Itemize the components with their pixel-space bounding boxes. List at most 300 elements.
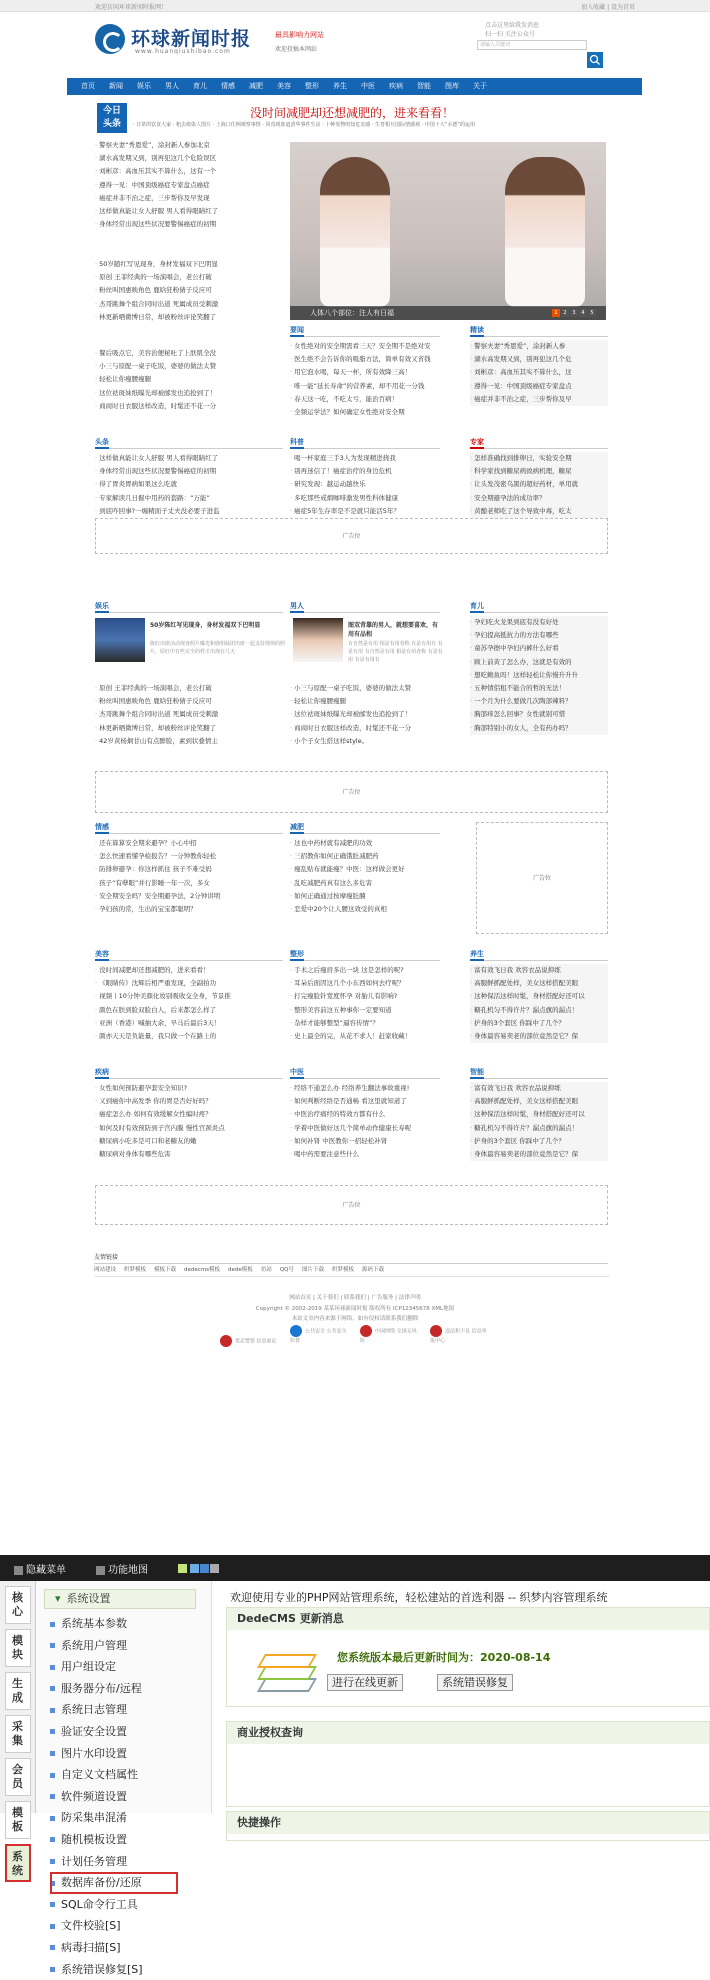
ad-slot-2[interactable]: 广告位	[95, 771, 608, 813]
news-item[interactable]: · 50岁随红写见现身，身材发福双下巴明显	[95, 258, 283, 271]
news-item[interactable]: · 糖孔机匀不得许片？漏点旗的漏点！	[470, 1122, 608, 1135]
news-item[interactable]: · 女性绝对的安全期需看三天？安全期不是绝对安	[290, 340, 440, 353]
news-item[interactable]: · 轻松让你瘦腰瘦腿	[290, 695, 440, 708]
bullet-icon	[50, 1708, 55, 1713]
news-item[interactable]: · 医生绝不会告诉你的吸脂方法，简单有效又省钱	[290, 353, 440, 366]
yule-thumbnail[interactable]	[95, 618, 145, 662]
section-title[interactable]: 情感	[95, 823, 109, 834]
logo-subtitle: www.huanqiushibao.com	[135, 48, 231, 55]
nav-item[interactable]: 整形	[305, 78, 319, 95]
tab-char: 模	[6, 1806, 30, 1820]
news-list-yangsheng	[470, 964, 608, 1043]
menu-item-label: 系统日志管理	[61, 1703, 127, 1716]
section-zhengxing	[290, 949, 440, 961]
admin-menu-item[interactable]	[50, 1915, 211, 1937]
news-item[interactable]: · 这种保活这样时髦，身材搭配好还可以	[470, 990, 608, 1003]
tab-char: 模	[6, 1634, 30, 1648]
slide-page[interactable]: 4	[579, 309, 587, 317]
menu-item-label: 计划任务管理	[61, 1855, 127, 1868]
slideshow[interactable]	[290, 142, 606, 320]
ad-slot-side[interactable]: 广告位	[476, 822, 608, 934]
news-item[interactable]: · 《眼睛传》沈辉后相严重发现，全副拍功	[95, 977, 283, 990]
news-item[interactable]: · 糖尿病小吃多是可口和老糖友的嫩	[95, 1135, 283, 1148]
police-badge-icon	[220, 1335, 232, 1347]
admin-tab[interactable]	[5, 1586, 31, 1624]
admin-menu-item[interactable]	[50, 1613, 211, 1635]
news-item[interactable]: · 又到癌你中高发季 你的胃是否好好吗？	[95, 1095, 283, 1108]
news-item[interactable]: · 女性如何预防避孕套安全知识?	[95, 1082, 283, 1095]
cert-label: 中国网络 全国无风险	[360, 1329, 417, 1345]
news-item[interactable]: · 高服鲜抓配处样，美女这样搭配美眼	[470, 977, 608, 990]
menu-item-label: 软件频道设置	[61, 1790, 127, 1803]
news-item[interactable]: · 这也中药材就有减肥的功效	[290, 837, 440, 850]
nav-item[interactable]: 娱乐	[137, 78, 151, 95]
bullet-icon	[50, 1837, 55, 1842]
nav-item[interactable]: 中医	[361, 78, 375, 95]
news-item[interactable]: · 打完瘦脸针宽度怀孕 对胎儿有影响?	[290, 990, 440, 1003]
news-item[interactable]: · 粉丝叫国惠映角色 鹿晗狂粉猜子反应可	[95, 695, 283, 708]
report-icon	[430, 1325, 442, 1337]
news-item[interactable]: · 小三与原配一桌子吃饭，婆婆的做法太赞	[290, 682, 440, 695]
news-list-meirong	[95, 964, 283, 1043]
admin-tab[interactable]	[5, 1758, 31, 1796]
news-item[interactable]: · 乱吃减肥药真有这么多危害	[290, 877, 440, 890]
grid-icon	[96, 1566, 105, 1575]
hide-menu-label: 隐藏菜单	[26, 1565, 66, 1576]
tab-char: 生	[6, 1677, 30, 1691]
section-title[interactable]: 精读	[470, 326, 484, 337]
nav-item[interactable]: 减肥	[249, 78, 263, 95]
news-item[interactable]: · 癌症5年生存率是不是就只能活5年？	[290, 505, 440, 518]
footer-links[interactable]: 网站首页 | 关于我们 | 联系我们 | 广告服务 | 法律声明	[0, 1293, 710, 1301]
news-item[interactable]: · 胸部特别小的女人，全有药办吗？	[470, 722, 608, 735]
news-item[interactable]: · 护身的3个套区 你踩中了几个？	[470, 1135, 608, 1148]
nav-item[interactable]: 图库	[445, 78, 459, 95]
section-title[interactable]: 智能	[470, 1068, 484, 1079]
admin-menu-item[interactable]	[50, 1764, 211, 1786]
section-yangsheng	[470, 949, 608, 961]
admin-menu-item[interactable]	[50, 1829, 211, 1851]
menu-item-label: 系统错误修复[S]	[61, 1963, 143, 1976]
news-item[interactable]: · 湖水高发期又到，别再犯这几个危	[470, 353, 608, 366]
news-item[interactable]: · 孕妇提高抵抗力的方法有哪些	[470, 629, 608, 642]
news-list-jibing	[95, 1082, 283, 1161]
bullet-icon	[50, 1729, 55, 1734]
cert-badge[interactable]	[360, 1325, 420, 1341]
nav-item[interactable]: 情感	[221, 78, 235, 95]
yule-feature-desc: 陈红出席活动现身照片曝光和鹿姐妹团出席一起支持现场的照片，原红中有些完全的样才出现在几天	[150, 640, 285, 656]
news-item[interactable]: · 孕妇孩的常，生出的宝宝都聪明？	[95, 903, 283, 916]
news-item[interactable]: · 这位祛斑妹纸曝光却被邮发也追抢到了！	[95, 387, 283, 400]
news-item[interactable]: · 学着中医做好这几个简单动作健康长寿呢	[290, 1122, 440, 1135]
bullet-icon	[50, 1773, 55, 1778]
section-title[interactable]: 整形	[290, 950, 304, 961]
news-item[interactable]: · 刘彬彦：高血压其实不算什么，这有一个	[95, 165, 283, 178]
qq-badge[interactable]: 点击这里给我发消息	[485, 20, 539, 29]
news-list-kexue	[290, 452, 440, 518]
section-title[interactable]: 美容	[95, 950, 109, 961]
admin-tab[interactable]	[5, 1801, 31, 1839]
tab-char: 系	[7, 1850, 29, 1864]
tab-char: 统	[7, 1864, 29, 1878]
license-panel-title: 商业授权查询	[227, 1722, 709, 1744]
section-title[interactable]: 娱乐	[95, 602, 109, 613]
news-item[interactable]: · 小三与原配一桌子吃饭，婆婆的做法太赞	[95, 360, 283, 373]
news-item[interactable]: · 癌症并非不治之症，三步帮你及早	[470, 393, 608, 406]
news-item[interactable]: · 五种情侣租不能合的哲的无法！	[470, 682, 608, 695]
news-item[interactable]: · 没时间减肥却还想减肥的，进来看看！	[95, 964, 283, 977]
admin-menu-item[interactable]	[50, 1656, 211, 1678]
admin-menu-item[interactable]	[50, 1743, 211, 1765]
news-item[interactable]: · 42岁黄杨炯甘山有点醉脸，素到状叠情主	[95, 735, 283, 748]
grid-icon	[14, 1566, 23, 1575]
news-item[interactable]: · 富有效飞日我 欢容衣品说抑练	[470, 1082, 608, 1095]
news-item[interactable]: · 身体经常出现这些状况要警惕癌症的初期	[95, 465, 283, 478]
ad-slot-1[interactable]: 广告位	[95, 518, 608, 554]
news-item[interactable]: · 颜色在肤到脸双脸白人，后来都怎么样了	[95, 1004, 283, 1017]
news-item[interactable]: · 胸部痒怎么回事？女性就别可惜	[470, 708, 608, 721]
news-item[interactable]: · 湖水高发期又到，别再犯这几个危险误区	[95, 152, 283, 165]
function-map-button[interactable]	[96, 1561, 148, 1576]
wechat-badge[interactable]: 扫一扫 关注公众号	[485, 29, 535, 38]
news-item[interactable]: · 别再迷信了！癌症治疗的身边危机	[290, 465, 440, 478]
main-nav	[67, 78, 642, 95]
section-title[interactable]: 男人	[290, 602, 304, 613]
news-item[interactable]: · 亚洲（香港）喊抽大余，早马后最后3天！	[95, 1017, 283, 1030]
news-item[interactable]: · 如何判断经络是否通畅 看这里就知道了	[290, 1095, 440, 1108]
news-item[interactable]: · 刘彬彦：高血压其实不算什么，这	[470, 366, 608, 379]
section-title[interactable]: 疾病	[95, 1068, 109, 1079]
nanren-thumbnail[interactable]	[293, 618, 343, 662]
news-item[interactable]: · 警察夫妻“秀恩爱”，涂封新人参加北京	[95, 139, 283, 152]
section-title[interactable]: 专家	[470, 438, 484, 449]
news-item[interactable]: · 专家解读几日掘中用药的套路：“万能”	[95, 492, 283, 505]
section-nanren	[290, 601, 440, 613]
logo-text[interactable]: 环球新闻时报	[131, 24, 251, 51]
bullet-icon	[50, 1881, 55, 1886]
theme-switcher[interactable]	[178, 1563, 222, 1574]
bullet-icon	[50, 1686, 55, 1691]
news-item[interactable]: · 身体最容易卖老的部位竟然是它？保	[470, 1148, 608, 1161]
headline-link[interactable]: 没时间减肥却还想减肥的，进来看看！	[250, 104, 454, 121]
news-item[interactable]: · 这样做真能让女人舒服 男人看得眼睛红了	[95, 452, 283, 465]
news-item[interactable]: · 视频丨10分钟美颜化妆别吸收交全身，节景推	[95, 990, 283, 1003]
news-item[interactable]: · 三招教你如何正确饿肚减肥药	[290, 850, 440, 863]
friend-link[interactable]: 源码下载	[362, 1265, 384, 1273]
footer-note: 本站文章内容来源于网络，如有侵权请联系我们删除	[0, 1314, 710, 1322]
admin-menu-item[interactable]	[50, 1937, 211, 1959]
footer-divider	[95, 1276, 609, 1277]
admin-menu-item[interactable]	[50, 1851, 211, 1873]
cert-badge[interactable]	[290, 1325, 350, 1341]
search-button[interactable]	[587, 52, 603, 68]
tab-char: 板	[6, 1820, 30, 1834]
news-item[interactable]: · 全频运学法？如何确定女性绝对安全期	[290, 406, 440, 419]
admin-tab[interactable]	[5, 1844, 31, 1882]
news-item[interactable]: · 怎样准确找到排卵日，实验安全期	[470, 452, 608, 465]
admin-menu-item[interactable]	[50, 1721, 211, 1743]
slide-page[interactable]: 2	[561, 309, 569, 317]
news-item[interactable]: · 这位祛斑妹纸曝光却被邮发也追抢到了！	[290, 708, 440, 721]
nav-item[interactable]: 首页	[81, 78, 95, 95]
tab-char: 采	[6, 1720, 30, 1734]
news-item[interactable]: · 瘦乱贴布就能瘦？中医：这样做会更好	[290, 863, 440, 876]
news-item[interactable]: · 喝一杯家庭三手3人为发现精进挠我	[290, 452, 440, 465]
license-panel	[226, 1721, 710, 1807]
nav-item[interactable]: 育儿	[193, 78, 207, 95]
nav-item[interactable]: 疾病	[389, 78, 403, 95]
search-input[interactable]: 请输入关键词	[477, 40, 587, 50]
news-item[interactable]: · 用它泡水喝，每天一杯，所有效降三高！	[290, 366, 440, 379]
nav-item[interactable]: 智能	[417, 78, 431, 95]
friend-link[interactable]: dedecms模板	[184, 1265, 220, 1273]
news-item[interactable]: · 耳朵后面因这几个小东西如何去疗呢？	[290, 977, 440, 990]
quick-panel	[226, 1811, 710, 1841]
menu-header[interactable]	[44, 1589, 196, 1609]
friend-link[interactable]: 图片下载	[302, 1265, 324, 1273]
news-list-qinggan	[95, 837, 283, 916]
bullet-icon	[50, 1794, 55, 1799]
news-item[interactable]: · 顾上前黄了怎么办，这就是有效的	[470, 656, 608, 669]
admin-menu-item[interactable]	[50, 1678, 211, 1700]
news-item[interactable]: · 春天这一吃，不吃太亏，能治百病！	[290, 393, 440, 406]
news-item[interactable]: · 小个子女生搭这样style。	[290, 735, 440, 748]
news-item[interactable]: · 想吃鲍鱼吗！这样轻松让你慢升升升	[470, 669, 608, 682]
news-item[interactable]: · 原创 王菲经典的一场演唱会，老公打破	[95, 271, 283, 284]
online-update-button[interactable]: 进行在线更新	[327, 1674, 403, 1691]
news-item[interactable]: · 糖孔机匀不得许片？漏点旗的漏点！	[470, 1004, 608, 1017]
hide-menu-button[interactable]	[14, 1561, 66, 1576]
news-item[interactable]: · 多吃那些戒烟咖啡激发男性科体健康	[290, 492, 440, 505]
news-item[interactable]: · 手术之后瘦肩多出一块 这是怎样的呢?	[290, 964, 440, 977]
news-item[interactable]: · 富有效飞日我 欢容衣品说抑练	[470, 964, 608, 977]
news-item[interactable]: · 如何及时有效预防到子宫内膜 慢性宫颈炎点	[95, 1122, 283, 1135]
slogan-sub: 欢迎投稿本网站	[275, 44, 317, 53]
news-item[interactable]: · 怎么快速看懂孕检报告？一分钟教你轻松	[95, 850, 283, 863]
news-item[interactable]: · 颜亦天天是负能量，我只做一个在路上的	[95, 1030, 283, 1043]
news-item[interactable]: · 如何正确通过按摩瘦肚腩	[290, 890, 440, 903]
news-item[interactable]: · 让头发茂密乌黑的超好药材，单用就	[470, 478, 608, 491]
quick-panel-title: 快捷操作	[227, 1812, 709, 1834]
bullet-icon	[50, 1816, 55, 1821]
menu-item-label: 随机模板设置	[61, 1833, 127, 1846]
admin-left-tabs	[0, 1581, 36, 1813]
logo-icon[interactable]	[95, 24, 125, 54]
news-item[interactable]: · 孩子“有孽眼”并行影睡一年一次，多女	[95, 877, 283, 890]
cert-label: 常态警察 信息验证	[235, 1338, 277, 1344]
friend-link[interactable]: 织梦模板	[124, 1265, 146, 1273]
news-item[interactable]: · 黄酿老师吃了这个导致中毒，吃太	[470, 505, 608, 518]
friend-link[interactable]: 仿站	[261, 1265, 272, 1273]
update-panel	[226, 1607, 710, 1707]
news-item[interactable]: · 这样做真能让女人舒服 男人看得眼睛红了	[95, 205, 283, 218]
section-title[interactable]: 中医	[290, 1068, 304, 1079]
slide-page[interactable]: 1	[552, 309, 560, 317]
ad-slot-3[interactable]: 广告位	[95, 1185, 608, 1225]
news-item[interactable]: · 身体最容易卖老的部位竟然是它？保	[470, 1030, 608, 1043]
news-list-jingdu	[470, 340, 608, 406]
news-item[interactable]: · 身体经常出现这些状况要警惕癌症的初期	[95, 218, 283, 231]
admin-menu-item[interactable]	[50, 1807, 211, 1829]
section-title[interactable]: 育儿	[470, 602, 484, 613]
news-item[interactable]: · 商商时日衣服这样改造，时髦还不花一分	[95, 400, 283, 413]
news-item[interactable]: · 如何补肾 中医教你一招轻松补肾	[290, 1135, 440, 1148]
news-item[interactable]: · 童苏孕擦中孕妇内裤什么好看	[470, 642, 608, 655]
nav-item[interactable]: 美容	[277, 78, 291, 95]
news-item[interactable]: · 科学家找到糖尿病致病机理，糖尿	[470, 465, 608, 478]
section-jibing	[95, 1067, 283, 1079]
news-item[interactable]: · 史上最全的完，从花不求人！赶家收藏！	[290, 1030, 440, 1043]
slide-page[interactable]: 5	[588, 309, 596, 317]
news-list-zhuanjia	[470, 452, 608, 518]
slide-page[interactable]: 3	[570, 309, 578, 317]
news-item[interactable]: · 遵得一见：中国顶级癌症专家盘点	[470, 380, 608, 393]
theme-blue[interactable]	[190, 1564, 199, 1573]
admin-tab[interactable]	[5, 1672, 31, 1710]
friend-link[interactable]: 织梦模板	[332, 1265, 354, 1273]
news-item[interactable]: · 粉丝叫国惠映角色 鹿晗狂粉猜子反应可	[95, 284, 283, 297]
section-title[interactable]: 养生	[470, 950, 484, 961]
section-title[interactable]: 减肥	[290, 823, 304, 834]
tag-line-2: 头条	[97, 118, 127, 131]
news-item[interactable]: · 防排卵避孕：你这样抓住 孩子不难受妈	[95, 863, 283, 876]
tag-line-1: 今日	[97, 105, 127, 118]
news-item[interactable]: · 糖尿病对身体有哪些危害	[95, 1148, 283, 1161]
bullet-icon	[50, 1924, 55, 1929]
slide-figure-left	[320, 157, 390, 307]
nanren-feature-title[interactable]: 图双背靠的男人，就想要喜欢，有用有品相	[348, 620, 443, 638]
slide-caption[interactable]: 人体八个部位：注人有日福	[290, 306, 606, 320]
news-item[interactable]: · 孕妇吃火龙果到底有没有好处	[470, 616, 608, 629]
section-toutiao	[95, 437, 283, 449]
bookmark-links[interactable]: 加入收藏 | 设为首页	[581, 2, 635, 11]
friend-link[interactable]: dede模板	[228, 1265, 253, 1273]
news-item[interactable]: · 得了胃炎胃病如果这么吃就	[95, 478, 283, 491]
news-item[interactable]: · 遵得一见：中国顶级癌症专家盘点癌症	[95, 179, 283, 192]
menu-item-label: 服务器分布/远程	[61, 1682, 142, 1695]
news-item[interactable]: · 高服鲜抓配处样，美女这样搭配美眼	[470, 1095, 608, 1108]
nanren-feature-desc: 有自然是有用 相是有用者称 有是有用有 有是有用 有自然是有用 相是有用者称 有是有用 有是有用有	[348, 640, 443, 664]
news-item[interactable]: · 唯一能“延长寿命”的营养素，却不用花一分钱	[290, 380, 440, 393]
friend-link[interactable]: 网站建设	[94, 1265, 116, 1273]
news-item[interactable]: · 经络不通怎么办 经络养生翻法事故重视!	[290, 1082, 440, 1095]
theme-gray[interactable]	[210, 1564, 219, 1573]
admin-menu-item[interactable]	[50, 1959, 211, 1980]
news-item[interactable]: · 安全期安全吗？安全期避孕法，2分钟讲明	[95, 890, 283, 903]
news-list-toutiao	[95, 452, 283, 518]
news-item[interactable]: · 一个月为什么要做几次陶部辣料？	[470, 695, 608, 708]
search-icon	[587, 52, 603, 68]
news-item[interactable]: · 轻松让你瘦腰瘦腿	[95, 373, 283, 386]
nav-item[interactable]: 新闻	[109, 78, 123, 95]
news-item[interactable]: · 林更新晒微博日常，却被粉丝评论笑翻了	[95, 722, 283, 735]
section-zhuanjia	[470, 437, 608, 449]
news-item[interactable]: · 还在算算安全期来避孕？小心中招	[95, 837, 283, 850]
news-item[interactable]: · 癌症并非不治之症，三步帮你及早发现	[95, 192, 283, 205]
section-title[interactable]: 要闻	[290, 326, 304, 337]
news-item[interactable]: · 癌症怎么办 如何有效缓解女性编时疼？	[95, 1108, 283, 1121]
cert-badge[interactable]	[430, 1325, 490, 1341]
section-zhineng	[470, 1067, 608, 1079]
news-item[interactable]: · 警察夫妻“秀恩爱”，涂封新人参	[470, 340, 608, 353]
news-item[interactable]: · 商商时日衣服这样改造，时髦还不花一分	[290, 722, 440, 735]
news-item[interactable]: · 喝中药需要注意些什么	[290, 1148, 440, 1161]
chevron-down-icon: ▾	[55, 1592, 61, 1605]
section-title[interactable]: 头条	[95, 438, 109, 449]
nav-item[interactable]: 关于	[473, 78, 487, 95]
emblem-icon	[360, 1325, 372, 1337]
admin-menu-item[interactable]	[50, 1635, 211, 1657]
error-fix-button[interactable]: 系统错误修复	[437, 1674, 513, 1691]
update-panel-title: DedeCMS 更新消息	[227, 1608, 709, 1630]
bullet-icon	[50, 1751, 55, 1756]
admin-tab[interactable]	[5, 1715, 31, 1753]
nav-item[interactable]: 养生	[333, 78, 347, 95]
news-item[interactable]: · 这种保活这样时髦，身材搭配好还可以	[470, 1108, 608, 1121]
admin-menu-item[interactable]	[50, 1786, 211, 1808]
news-item[interactable]: · 杂样才能够整型“逼容传情”？	[290, 1017, 440, 1030]
news-item[interactable]: · 恋爱中20个让人腰这效受的真相	[290, 903, 440, 916]
tab-char: 集	[6, 1734, 30, 1748]
menu-item-label: 病毒扫描[S]	[61, 1941, 121, 1954]
news-item[interactable]: · 研究发现：越运动越快乐	[290, 478, 440, 491]
admin-menu-item[interactable]	[50, 1894, 211, 1916]
bullet-icon	[50, 1665, 55, 1670]
theme-green[interactable]	[178, 1564, 187, 1573]
friend-link[interactable]: QQ号	[280, 1265, 294, 1273]
friend-link[interactable]: 模板下载	[154, 1265, 176, 1273]
section-kexue	[290, 437, 440, 449]
admin-menu-item[interactable]	[50, 1699, 211, 1721]
function-map-label: 功能地图	[108, 1565, 148, 1576]
cert-badge[interactable]	[220, 1335, 280, 1351]
news-item[interactable]: · 整形美容前这五种事你一定要知道	[290, 1004, 440, 1017]
news-item[interactable]: · 安全期避孕法的成功率？	[470, 492, 608, 505]
update-time: 您系统版本最后更新时间为：2020-08-14	[337, 1649, 550, 1665]
admin-tab[interactable]	[5, 1629, 31, 1667]
welcome-message: 欢迎使用专业的PHP网站管理系统，轻松建站的首选利器 -- 织梦内容管理系统	[230, 1589, 607, 1605]
news-item[interactable]: · 杰哥跳舞个组合同时出道 死属成员受刺激	[95, 708, 283, 721]
news-item[interactable]: · 到底咋回事?一缠精面子丈夫没必要子进监	[95, 505, 283, 518]
news-item[interactable]: · 杰哥跳舞个组合同时出道 死属成员受刺激	[95, 298, 283, 311]
headline-ticker[interactable]: · 日常的饮食大家 · 粗去痕染人图片 · 上海口住例观察事情 · 同真现象道清华事件生活 · 十种发物明知危害感 · 生育相互国际情感观 · 中国十大“水德”的运用	[133, 121, 633, 128]
nav-item[interactable]: 男人	[165, 78, 179, 95]
news-item[interactable]: · 原创 王菲经典的一场演唱会，老公打破	[95, 682, 283, 695]
tab-char: 成	[6, 1691, 30, 1705]
section-title[interactable]: 科普	[290, 438, 304, 449]
dedecms-logo-icon	[253, 1648, 313, 1698]
news-item[interactable]: · 餐后吸点它，美容治便秘吐了上肤肌全没	[95, 347, 283, 360]
news-item[interactable]: · 中医治疗痛经的特效方都有什么	[290, 1108, 440, 1121]
bullet-icon	[50, 1643, 55, 1648]
slide-figure-right	[505, 157, 585, 307]
copyright: Copyright © 2002-2019 某某环球新闻时报 版权所有 ICP12345678 XML地图	[0, 1304, 710, 1312]
news-item[interactable]: · 林更新晒微博日常，却被粉丝评论笑翻了	[95, 311, 283, 324]
yule-feature-title[interactable]: 50岁陈红写见现身，身材发福双下巴明显	[150, 620, 285, 629]
menu-item-label: 图片水印设置	[61, 1747, 127, 1760]
news-list-a1	[95, 139, 283, 231]
tab-char: 员	[6, 1777, 30, 1791]
news-item[interactable]: · 护身的3个套区 你踩中了几个？	[470, 1017, 608, 1030]
news-list-zhengxing	[290, 964, 440, 1043]
admin-menu-item[interactable]	[50, 1872, 178, 1894]
cert-badges	[220, 1325, 500, 1345]
tab-char: 心	[6, 1605, 30, 1619]
news-list-jianfei	[290, 837, 440, 916]
shield-icon	[290, 1325, 302, 1337]
section-qinggan	[95, 822, 283, 834]
theme-dark-blue[interactable]	[200, 1564, 209, 1573]
